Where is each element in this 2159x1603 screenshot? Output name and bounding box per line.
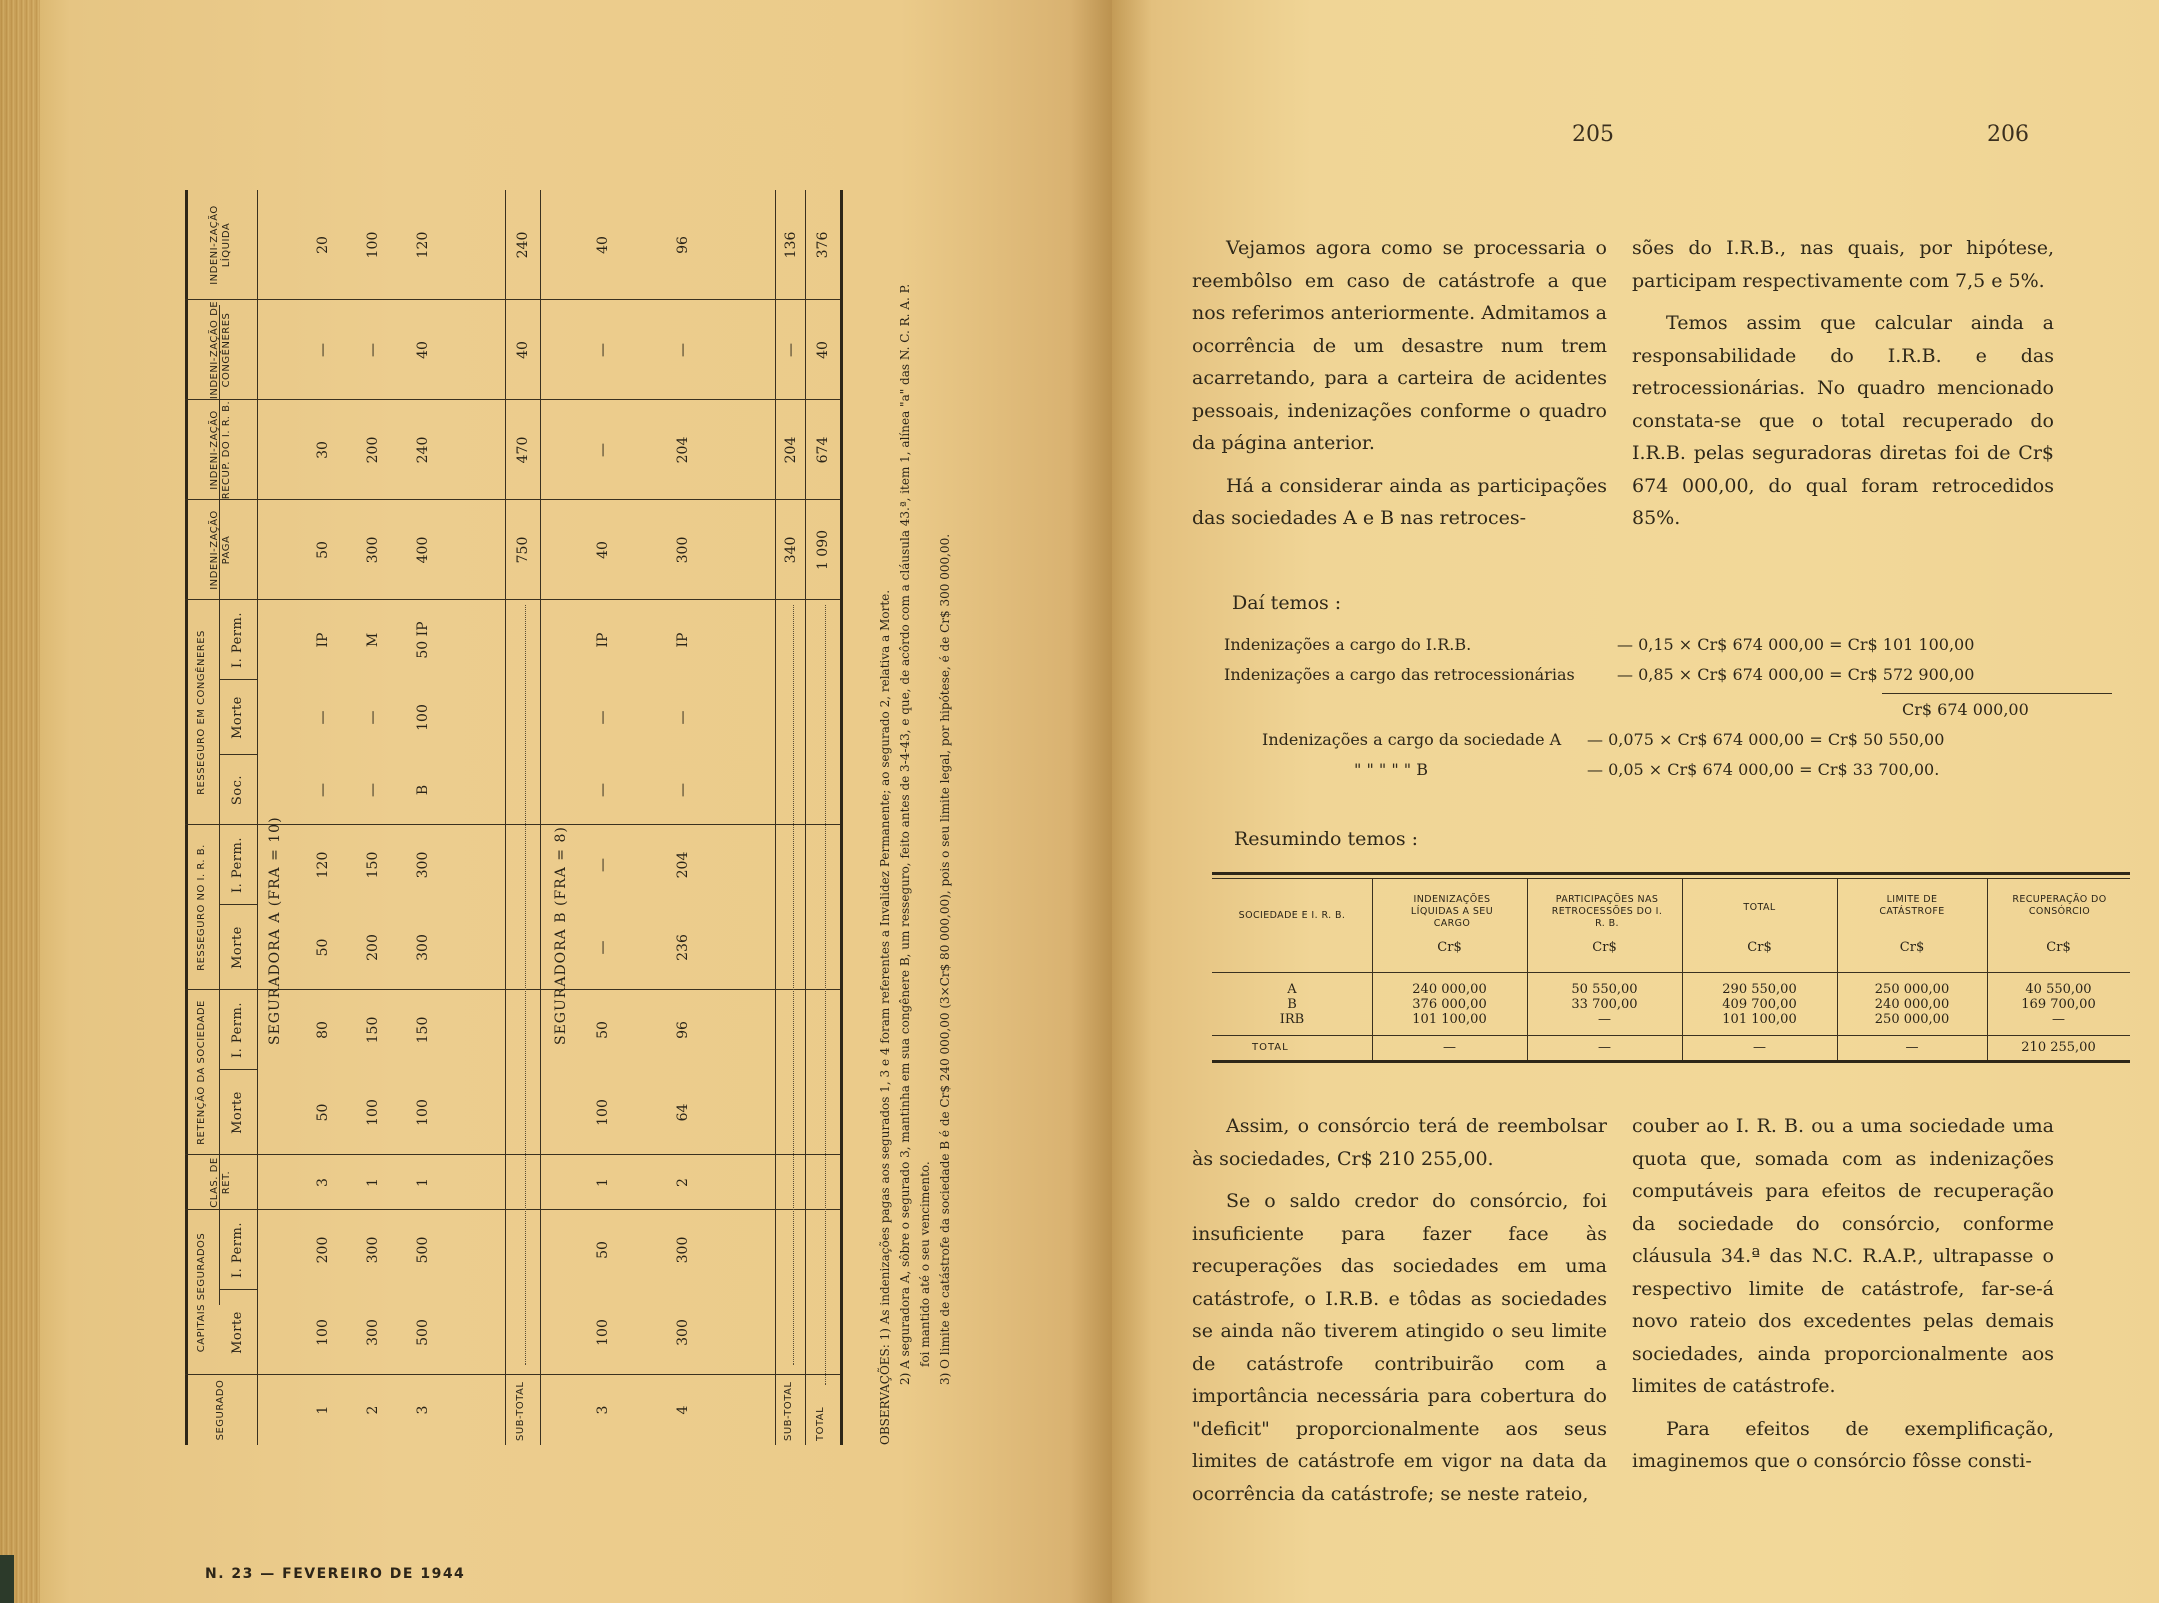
calc-expr: — 0,05 × Cr$ 674 000,00 = Cr$ 33 700,00. bbox=[1587, 760, 1940, 779]
subtotal-b-label: SUB-TOTAL bbox=[783, 1381, 794, 1441]
table-cell-cap-m: 100 bbox=[595, 1319, 611, 1346]
section-label-a: SEGURADORA A (FRA = 10) bbox=[267, 816, 283, 1045]
table-cell-cap-ip: 300 bbox=[675, 1236, 691, 1264]
table-cell-ret-m: 100 bbox=[595, 1099, 611, 1126]
table-cell-liq: 100 bbox=[365, 231, 381, 259]
table-cell-cong-m: — bbox=[675, 710, 691, 725]
subtotal-a-liq: 240 bbox=[515, 231, 531, 259]
table-cell-seg: 3 bbox=[415, 1405, 431, 1415]
header-retencao: RETENÇÃO DA SOCIEDADE bbox=[196, 1000, 207, 1145]
table-cell-cong-m: — bbox=[315, 710, 331, 725]
summary-cell-part: — bbox=[1598, 1012, 1611, 1027]
header-resseguro-irb: RESSEGURO NO I. R. B. bbox=[196, 844, 207, 971]
table-cell-clas: 3 bbox=[315, 1178, 331, 1187]
table-cell-cap-ip: 300 bbox=[365, 1236, 381, 1264]
dai-temos: Daí temos : bbox=[1232, 592, 1342, 614]
table-cell-cong-ip: IP bbox=[315, 632, 331, 648]
table-cell-cap-ip: 200 bbox=[315, 1236, 331, 1264]
table-cell-irb-ip: — bbox=[595, 858, 611, 872]
table-cell-paga: 300 bbox=[675, 536, 691, 564]
summary-cell-ind: 240 000,00 bbox=[1412, 982, 1487, 997]
total-rule bbox=[805, 190, 806, 1445]
dotted-leader bbox=[825, 605, 826, 1385]
subtotal-b-recup: 204 bbox=[783, 436, 799, 464]
total-part: — bbox=[1598, 1040, 1611, 1055]
table-cell-paga: 50 bbox=[315, 541, 331, 559]
col-rule bbox=[185, 989, 840, 990]
col-rule bbox=[185, 299, 840, 300]
subtotal-a-recup: 470 bbox=[515, 436, 531, 464]
summary-cell-part: 33 700,00 bbox=[1571, 997, 1638, 1012]
summary-cell-lim: 250 000,00 bbox=[1874, 1012, 1950, 1027]
table-cell-paga: 40 bbox=[595, 541, 611, 559]
summary-cell-lim: 250 000,00 bbox=[1874, 982, 1950, 997]
sum-rule bbox=[1882, 693, 2112, 694]
paragraph: Se o saldo credor do consórcio, foi insuficiente para fazer face às recuperações das sociedades em uma catástrofe, o I.R.B. e tôdas as sociedades se ainda não tiverem atingido o seu limite de catástrofe contribuirão com a importância necessária para cobertura do "deficit" proporcionalmente aos seus limites de catástrofe em vigor na data da ocorrência da catástrofe; se neste rateio, bbox=[1192, 1190, 1607, 1505]
col-rule bbox=[1837, 878, 1838, 1060]
subheader-morte: Morte bbox=[230, 1091, 245, 1134]
table-cell-clas: 1 bbox=[365, 1178, 381, 1187]
total-ind: — bbox=[1443, 1040, 1456, 1055]
table-cell-cong-ip: IP bbox=[595, 632, 611, 648]
table-cell-seg: 1 bbox=[315, 1405, 331, 1415]
table-cell-recup: 240 bbox=[415, 436, 431, 464]
table-top-rule bbox=[1212, 872, 2130, 875]
table-cell-cong-m: — bbox=[595, 710, 611, 725]
table-cell-irb-ip: 204 bbox=[675, 851, 691, 879]
page-number-205: 205 bbox=[1572, 122, 1614, 147]
table-cell-clas: 1 bbox=[415, 1178, 431, 1187]
table-cell-ret-ip: 80 bbox=[315, 1021, 331, 1039]
table-cell-recup: 204 bbox=[675, 436, 691, 464]
col-rule bbox=[185, 499, 840, 500]
column-2-bottom bbox=[1632, 1110, 2054, 1488]
total-liq: 376 bbox=[815, 231, 831, 259]
table-cell-ret-m: 100 bbox=[415, 1099, 431, 1126]
table-cell-ret-ip: 96 bbox=[675, 1021, 691, 1039]
paragraph: Vejamos agora como se processaria o reembôlso em caso de catástrofe a que nos referimos anteriormente. Admitamos a ocorrência de um desastre num trem acarretando, para a carteira de acidentes pessoais, indenizações conforme o quadro da página anterior. bbox=[1192, 237, 1607, 454]
table-cell-seg: 3 bbox=[595, 1405, 611, 1415]
unit-label: Cr$ bbox=[1592, 940, 1617, 955]
table-cell-cong-ip: 50 IP bbox=[415, 621, 431, 659]
table-cell-soc: — bbox=[315, 783, 331, 797]
table-cell-irb-m: 200 bbox=[365, 934, 381, 961]
table-cell-clas: 1 bbox=[595, 1178, 611, 1187]
subtotal-b-rule bbox=[775, 190, 776, 1445]
table-cell-cap-m: 500 bbox=[415, 1319, 431, 1346]
total-rec: 210 255,00 bbox=[2021, 1040, 2096, 1055]
calc-label: Indenizações a cargo das retrocessionárias bbox=[1224, 665, 1575, 684]
total-label: TOTAL bbox=[1252, 1042, 1289, 1053]
table-cell-cong: — bbox=[595, 343, 611, 357]
table-cell-liq: 40 bbox=[595, 236, 611, 254]
table-cell-recup: — bbox=[595, 443, 611, 457]
header-indenizacao-recup: INDENI-ZAÇÃO RECUP. DO I. R. B. bbox=[209, 400, 232, 500]
observation-line: 3) O limite de catástrofe da sociedade B é de Cr$ 240 000,00 (3×Cr$ 80 000,00), pois o seu limite legal, por hipótese, é de Cr$ 300 000,00. bbox=[938, 533, 952, 1385]
table-cell-irb-ip: 150 bbox=[365, 851, 381, 879]
rotated-table-block bbox=[185, 190, 1015, 1445]
calc-label: Indenizações a cargo do I.R.B. bbox=[1224, 635, 1472, 654]
total-recup: 674 bbox=[815, 436, 831, 464]
col-rule bbox=[185, 824, 840, 825]
header-limite: LIMITE DE CATÁSTROFE bbox=[1879, 894, 1945, 917]
total-cong: 40 bbox=[815, 341, 831, 359]
subtotal-a-label: SUB-TOTAL bbox=[515, 1381, 526, 1441]
observations bbox=[875, 190, 955, 1445]
observation-line: foi mantido até o seu vencimento. bbox=[918, 1161, 932, 1367]
subheader-morte: Morte bbox=[230, 696, 245, 739]
header-capitais: CAPITAIS SEGURADOS bbox=[196, 1232, 207, 1353]
summary-cell-lim: 240 000,00 bbox=[1874, 997, 1950, 1012]
calc-expr: Cr$ 674 000,00 bbox=[1902, 700, 2029, 719]
total-rule bbox=[1212, 1035, 2130, 1036]
column-2-top bbox=[1632, 232, 2054, 545]
header-rule bbox=[1212, 972, 2130, 973]
table-cell-cong-m: — bbox=[365, 710, 381, 725]
col-rule bbox=[185, 1154, 840, 1155]
subtotal-b-paga: 340 bbox=[783, 536, 799, 564]
subheader-soc: Soc. bbox=[230, 774, 245, 806]
col-rule bbox=[1527, 878, 1528, 1060]
unit-label: Cr$ bbox=[1747, 940, 1772, 955]
table-cell-liq: 20 bbox=[315, 236, 331, 254]
paragraph: Há a considerar ainda as participações das sociedades A e B nas retroces- bbox=[1192, 474, 1607, 529]
calc-expr: — 0,15 × Cr$ 674 000,00 = Cr$ 101 100,00 bbox=[1617, 635, 1975, 654]
right-page bbox=[1112, 0, 2159, 1603]
total-label: TOTAL bbox=[815, 1406, 826, 1441]
table-cell-cong: 40 bbox=[415, 341, 431, 359]
table-cell-ret-ip: 150 bbox=[365, 1016, 381, 1044]
table-cell-cap-m: 300 bbox=[675, 1319, 691, 1346]
binding-strip bbox=[0, 1555, 14, 1603]
table-cell-clas: 2 bbox=[675, 1178, 691, 1187]
table-cell-cong: — bbox=[315, 343, 331, 357]
table-cell-irb-m: 236 bbox=[675, 934, 691, 961]
table-bottom-rule bbox=[840, 190, 843, 1445]
paragraph: Temos assim que calcular ainda a responsabilidade do I.R.B. e das retrocessionárias. No quadro mencionado constata-se que o total recuperado do I.R.B. pelas seguradoras diretas foi de Cr$ 674 000,00, do qual foram retrocedidos 85%. bbox=[1632, 312, 2054, 529]
table-cell-soc: — bbox=[675, 783, 691, 797]
summary-cell-rec: — bbox=[2052, 1012, 2065, 1027]
header-resseguro-cong: RESSEGURO EM CONGÊNERES bbox=[196, 630, 207, 795]
unit-label: Cr$ bbox=[1899, 940, 1925, 955]
paragraph: sões do I.R.B., nas quais, por hipótese, participam respectivamente com 7,5 e 5%. bbox=[1632, 237, 2054, 292]
col-rule bbox=[1987, 878, 1988, 1060]
subtotal-a-bottom-rule bbox=[540, 190, 541, 1445]
subtotal-b-cong: — bbox=[783, 343, 799, 357]
page-number-206: 206 bbox=[1987, 122, 2029, 147]
table-cell-paga: 400 bbox=[415, 536, 431, 564]
summary-cell-rec: 40 550,00 bbox=[2025, 982, 2092, 997]
table-cell-recup: 30 bbox=[315, 441, 331, 459]
col-rule bbox=[185, 599, 840, 600]
table-cell-ret-m: 50 bbox=[315, 1103, 331, 1122]
header-indenizacao-paga: INDENI-ZAÇÃO PAGA bbox=[209, 510, 232, 590]
calc-expr: — 0,85 × Cr$ 674 000,00 = Cr$ 572 900,00 bbox=[1617, 665, 1975, 684]
header-recuperacao: RECUPERAÇÃO DO CONSÓRCIO bbox=[2012, 894, 2107, 917]
table-cell-liq: 120 bbox=[415, 231, 431, 259]
col-rule bbox=[185, 1374, 840, 1375]
paragraph: Para efeitos de exemplificação, imaginemos que o consórcio fôsse consti- bbox=[1632, 1417, 2054, 1472]
table-cell-soc: B bbox=[415, 784, 431, 796]
dotted-leader bbox=[793, 605, 794, 1365]
header-clas: CLAS. DE RET. bbox=[209, 1157, 232, 1208]
total-lim: — bbox=[1905, 1040, 1919, 1055]
table-cell-recup: 200 bbox=[365, 436, 381, 464]
table-cell-irb-m: 50 bbox=[315, 938, 331, 957]
calc-label: " " " " " B bbox=[1354, 760, 1428, 779]
subheader-iperm: I. Perm. bbox=[230, 1002, 245, 1058]
table-cell-ret-m: 64 bbox=[675, 1103, 691, 1122]
table-top-rule-2 bbox=[1212, 878, 2130, 879]
table-cell-cong: — bbox=[365, 343, 381, 357]
table-cell-seg: 4 bbox=[675, 1405, 691, 1415]
header-sociedade: SOCIEDADE E I. R. B. bbox=[1238, 910, 1346, 921]
subheader-morte: Morte bbox=[230, 1311, 245, 1354]
table-cell-irb-ip: 300 bbox=[415, 851, 431, 879]
table-cell-soc: — bbox=[595, 783, 611, 797]
summary-cell-part: 50 550,00 bbox=[1571, 982, 1638, 997]
header-indenizacao-liquida: INDENI-ZAÇÃO LÍQUIDA bbox=[209, 205, 232, 285]
summary-cell-soc: IRB bbox=[1279, 1012, 1305, 1027]
subtotal-b-liq: 136 bbox=[783, 231, 799, 259]
header-total: TOTAL bbox=[1743, 902, 1776, 913]
total-paga: 1 090 bbox=[815, 529, 831, 571]
unit-label: Cr$ bbox=[1437, 940, 1462, 955]
summary-cell-ind: 101 100,00 bbox=[1412, 1012, 1487, 1027]
table-cell-cap-m: 300 bbox=[365, 1319, 381, 1346]
page-edges bbox=[0, 0, 40, 1603]
total-total: — bbox=[1753, 1040, 1766, 1055]
table-cell-cong-ip: IP bbox=[675, 632, 691, 648]
table-cell-liq: 96 bbox=[675, 236, 691, 254]
column-1-bottom bbox=[1192, 1110, 1607, 1520]
subheader-iperm: I. Perm. bbox=[230, 1222, 245, 1278]
summary-cell-soc: A bbox=[1287, 982, 1297, 997]
table-cell-cong-m: 100 bbox=[415, 704, 431, 731]
paragraph: couber ao I. R. B. ou a uma sociedade uma quota que, somada com as indenizações computáveis para efeitos de recuperação da sociedade do consórcio, conforme cláusula 34.ª das N.C. R.A.P., ultrapasse o respectivo limite de catástrofe, far-se-á novo rateio dos excedentes pelas demais sociedades, ainda proporcionalmente aos limites de catástrofe. bbox=[1632, 1115, 2054, 1397]
summary-cell-rec: 169 700,00 bbox=[2021, 997, 2096, 1012]
table-cell-cap-m: 100 bbox=[315, 1319, 331, 1346]
calc-expr: — 0,075 × Cr$ 674 000,00 = Cr$ 50 550,00 bbox=[1587, 730, 1945, 749]
section-label-b: SEGURADORA B (FRA = 8) bbox=[553, 826, 569, 1045]
summary-cell-soc: B bbox=[1287, 997, 1297, 1012]
header-indenizacao-cong: INDENI-ZAÇÃO DE CONGÊNERES bbox=[209, 300, 232, 400]
header-segurado: SEGURADO bbox=[215, 1379, 226, 1441]
table-cell-cap-ip: 50 bbox=[595, 1241, 611, 1259]
table-cell-ret-ip: 150 bbox=[415, 1016, 431, 1044]
summary-cell-total: 290 550,00 bbox=[1722, 982, 1797, 997]
table-cell-cap-ip: 500 bbox=[415, 1236, 431, 1264]
page-footer: N. 23 — FEVEREIRO DE 1944 bbox=[205, 1566, 466, 1582]
subtotal-a-cong: 40 bbox=[515, 341, 531, 359]
observation-line: OBSERVAÇÕES: 1) As indenizações pagas aos segurados 1, 3 e 4 foram referentes a Invalidez Permanente; ao segurado 2, relativa a Morte. bbox=[878, 589, 892, 1445]
summary-table bbox=[1212, 872, 2130, 1084]
summary-cell-total: 101 100,00 bbox=[1722, 1012, 1797, 1027]
table-cell-seg: 2 bbox=[365, 1405, 381, 1415]
column-1-top bbox=[1192, 232, 1607, 545]
summary-cell-ind: 376 000,00 bbox=[1412, 997, 1487, 1012]
subheader-iperm: I. Perm. bbox=[230, 837, 245, 893]
col-rule bbox=[1372, 878, 1373, 1060]
subtotal-a-paga: 750 bbox=[515, 536, 531, 564]
table-cell-ret-ip: 50 bbox=[595, 1021, 611, 1039]
table-cell-cong-ip: M bbox=[365, 632, 381, 648]
summary-cell-total: 409 700,00 bbox=[1722, 997, 1797, 1012]
observation-line: 2) A seguradora A, sôbre o segurado 3, mantinha em sua congênere B, um resseguro, feito antes de 3-4-43, e que, de acôrdo com a cláusula 43.ª, item 1, alínea "a" das N. C. R. A. P. bbox=[898, 283, 912, 1385]
col-rule bbox=[185, 399, 840, 400]
table-cell-irb-ip: 120 bbox=[315, 851, 331, 879]
subheader-iperm: I. Perm. bbox=[230, 612, 245, 668]
subheader-morte: Morte bbox=[230, 926, 245, 969]
dotted-leader bbox=[525, 605, 526, 1365]
table-cell-soc: — bbox=[365, 783, 381, 797]
paragraph: Assim, o consórcio terá de reembolsar às sociedades, Cr$ 210 255,00. bbox=[1192, 1115, 1607, 1170]
table-cell-irb-m: 300 bbox=[415, 934, 431, 961]
unit-label: Cr$ bbox=[2046, 940, 2071, 955]
table-bottom-rule bbox=[1212, 1060, 2130, 1063]
table-cell-irb-m: — bbox=[595, 940, 611, 955]
header-participacoes: PARTICIPAÇÕES NAS RETROCESSÕES DO I. R. B. bbox=[1551, 894, 1663, 929]
table-cell-ret-m: 100 bbox=[365, 1099, 381, 1126]
calc-label: Indenizações a cargo da sociedade A bbox=[1262, 730, 1562, 749]
table-cell-paga: 300 bbox=[365, 536, 381, 564]
table-cell-cong: — bbox=[675, 343, 691, 357]
subtotal-a-rule bbox=[505, 190, 506, 1445]
header-indenizacoes: INDENIZAÇÕES LÍQUIDAS A SEU CARGO bbox=[1410, 894, 1494, 929]
header-bottom-rule bbox=[257, 190, 258, 1445]
resumindo-temos: Resumindo temos : bbox=[1234, 828, 1419, 850]
col-rule bbox=[185, 1209, 840, 1210]
